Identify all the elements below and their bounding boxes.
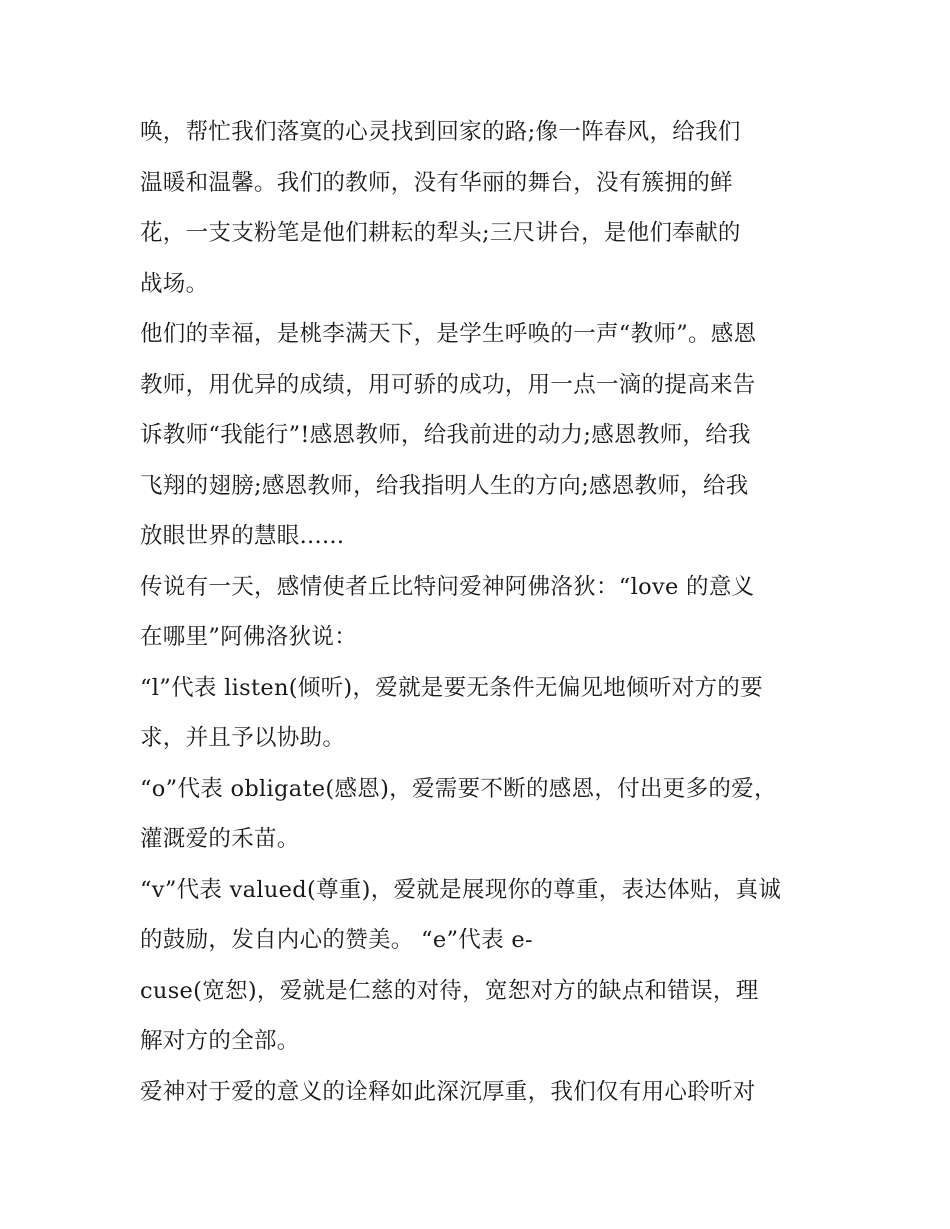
text-line: 解对方的全部。 (140, 1028, 300, 1054)
text-line: cuse(宽恕)，爱就是仁慈的对待，宽恕对方的缺点和错误，理 (140, 977, 759, 1004)
document-body-text (140, 107, 830, 1117)
text-line: 爱神对于爱的意义的诠释如此深沉厚重，我们仅有用心聆听对 (140, 1078, 756, 1105)
text-line: 教师，用优异的成绩，用可骄的成功，用一点一滴的提高来告 (140, 371, 756, 398)
text-line: 温暖和温馨。我们的教师，没有华丽的舞台，没有簇拥的鲜 (140, 169, 733, 196)
text-line: “l”代表 listen(倾听)，爱就是要无条件无偏见地倾听对方的要 (140, 674, 763, 701)
text-line: “o”代表 obligate(感恩)，爱需要不断的感恩，付出更多的爱， (140, 775, 777, 802)
text-line: 传说有一天，感情使者丘比特问爱神阿佛洛狄：“love 的意义 (140, 573, 755, 600)
text-line: 飞翔的翅膀;感恩教师，给我指明人生的方向;感恩教师，给我 (140, 472, 749, 499)
text-line: 在哪里”阿佛洛狄说： (140, 624, 358, 650)
text-line: 唤，帮忙我们落寞的心灵找到回家的路;像一阵春风，给我们 (140, 119, 741, 145)
text-line: 花，一支支粉笔是他们耕耘的犁头;三尺讲台，是他们奉献的 (140, 220, 741, 246)
text-line: 灌溉爱的禾苗。 (140, 826, 300, 852)
text-line: 求，并且予以协助。 (140, 725, 346, 751)
text-line: 的鼓励，发自内心的赞美。 “e”代表 e- (140, 927, 533, 953)
text-line: 诉教师“我能行”!感恩教师，给我前进的动力;感恩教师，给我 (140, 422, 751, 448)
text-line: 他们的幸福，是桃李满天下，是学生呼唤的一声“教师”。感恩 (140, 321, 757, 347)
text-line: 放眼世界的慧眼...... (140, 523, 345, 549)
text-line: 战场。 (140, 270, 209, 297)
text-line: “v”代表 valued(尊重)，爱就是展现你的尊重，表达体贴，真诚 (140, 876, 782, 903)
